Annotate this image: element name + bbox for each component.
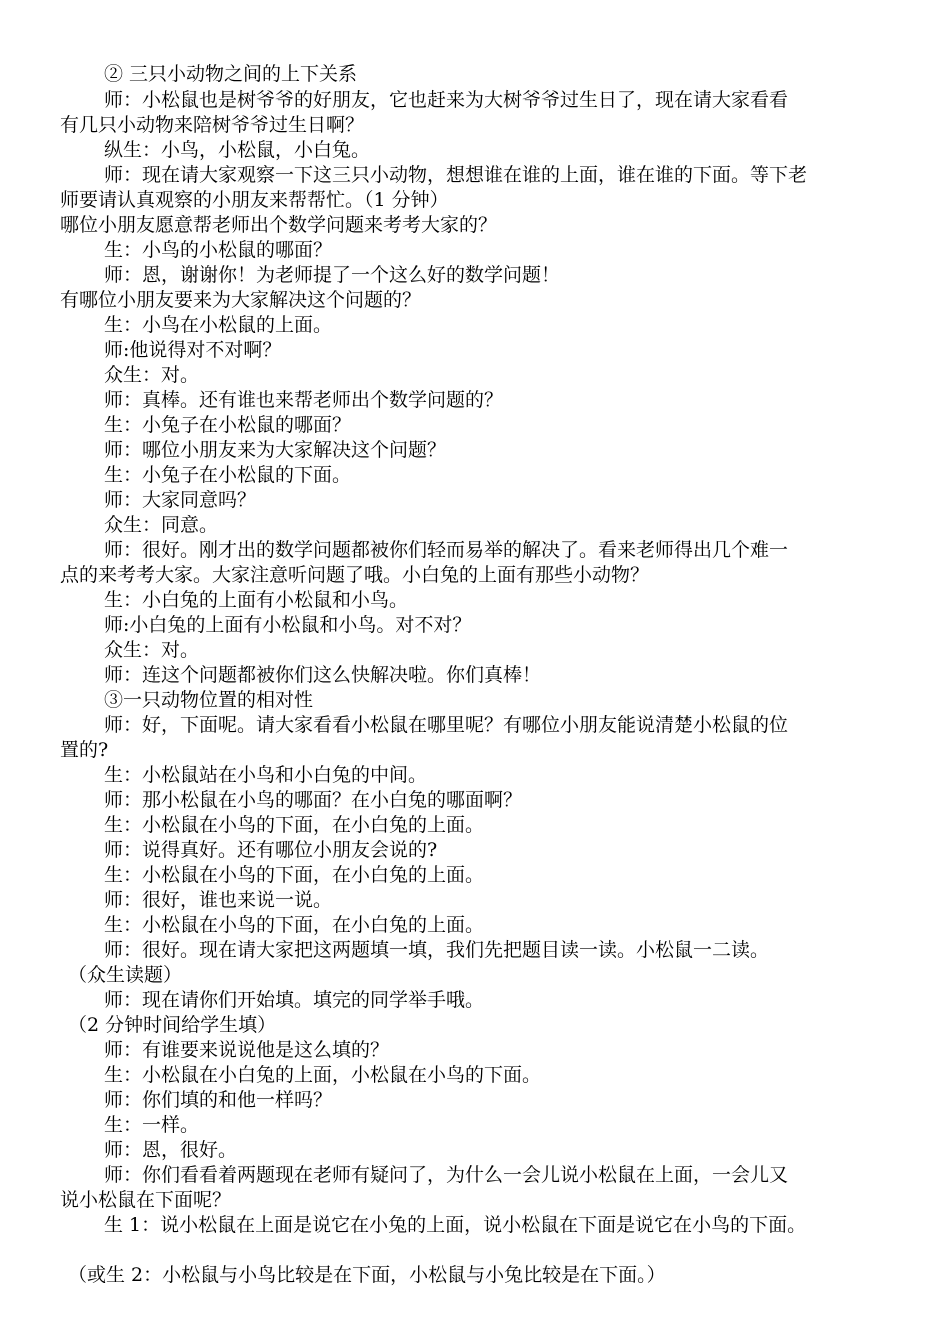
dialogue-line: 众生：对。 — [104, 364, 200, 386]
stage-note: （2 分钟时间给学生填） — [68, 1014, 277, 1036]
paragraph-line: 有哪位小朋友要来为大家解决这个问题的？ — [60, 289, 422, 311]
dialogue-line: 师：那小松鼠在小鸟的哪面？在小白兔的哪面啊？ — [104, 789, 523, 811]
dialogue-line: 师:他说得对不对啊？ — [104, 339, 282, 361]
stage-note: （众生读题） — [68, 964, 183, 986]
paragraph-line: 师：你们看看着两题现在老师有疑问了，为什么一会儿说小松鼠在上面，一会儿又 — [104, 1164, 789, 1186]
section-heading: ③一只动物位置的相对性 — [104, 689, 314, 711]
dialogue-line: 师：很好。现在请大家把这两题填一填，我们先把题目读一读。小松鼠一二读。 — [104, 939, 770, 961]
dialogue-line: 师:小白兔的上面有小松鼠和小鸟。对不对？ — [104, 614, 472, 636]
paragraph-line: 说小松鼠在下面呢？ — [60, 1189, 232, 1211]
dialogue-line: 生：小松鼠在小鸟的下面，在小白兔的上面。 — [104, 914, 485, 936]
dialogue-line: 师：哪位小朋友来为大家解决这个问题？ — [104, 439, 447, 461]
paragraph-line: 置的? — [60, 739, 109, 761]
dialogue-line: 师：真棒。还有谁也来帮老师出个数学问题的？ — [104, 389, 504, 411]
dialogue-line: 生：小松鼠在小白兔的上面，小松鼠在小鸟的下面。 — [104, 1064, 542, 1086]
dialogue-line: 纵生：小鸟，小松鼠，小白兔。 — [104, 139, 371, 161]
dialogue-line: 生：小兔子在小松鼠的下面。 — [104, 464, 352, 486]
paragraph-line: 师：很好。刚才出的数学问题都被你们轻而易举的解决了。看来老师得出几个难一 — [104, 539, 789, 561]
dialogue-line: 师：有谁要来说说他是这么填的？ — [104, 1039, 390, 1061]
paragraph-line: 哪位小朋友愿意帮老师出个数学问题来考考大家的？ — [60, 214, 498, 236]
paragraph-line: 师：小松鼠也是树爷爷的好朋友，它也赶来为大树爷爷过生日了，现在请大家看看 — [104, 89, 789, 111]
dialogue-line: 师：你们填的和他一样吗？ — [104, 1089, 333, 1111]
paragraph-line: 点的来考考大家。大家注意听问题了哦。小白兔的上面有那些小动物？ — [60, 564, 650, 586]
dialogue-line: 生 1：说小松鼠在上面是说它在小兔的上面，说小松鼠在下面是说它在小鸟的下面。 — [104, 1214, 807, 1236]
dialogue-line: 生：小白兔的上面有小松鼠和小鸟。 — [104, 589, 409, 611]
dialogue-line: 师：很好，谁也来说一说。 — [104, 889, 333, 911]
paragraph-line: 师要请认真观察的小朋友来帮帮忙。（1 分钟） — [60, 189, 449, 211]
dialogue-line: 师：现在请你们开始填。填完的同学举手哦。 — [104, 989, 485, 1011]
dialogue-line: 生：小松鼠在小鸟的下面，在小白兔的上面。 — [104, 864, 485, 886]
dialogue-line: 生：一样。 — [104, 1114, 200, 1136]
dialogue-line: 生：小鸟在小松鼠的上面。 — [104, 314, 333, 336]
paragraph-line: 有几只小动物来陪树爷爷过生日啊？ — [60, 114, 365, 136]
dialogue-line: 师：恩，很好。 — [104, 1139, 238, 1161]
dialogue-line: 生：小松鼠在小鸟的下面，在小白兔的上面。 — [104, 814, 485, 836]
dialogue-line: 众生：对。 — [104, 639, 200, 661]
paragraph-line: 师：好，下面呢。请大家看看小松鼠在哪里呢？有哪位小朋友能说清楚小松鼠的位 — [104, 714, 789, 736]
dialogue-line: 师：连这个问题都被你们这么快解决啦。你们真棒！ — [104, 664, 542, 686]
dialogue-line: 师：说得真好。还有哪位小朋友会说的? — [104, 839, 438, 861]
dialogue-line: 师：恩，谢谢你！为老师提了一个这么好的数学问题！ — [104, 264, 561, 286]
dialogue-line: 师：大家同意吗？ — [104, 489, 257, 511]
section-heading: ② 三只小动物之间的上下关系 — [104, 63, 358, 85]
dialogue-line: 生：小鸟的小松鼠的哪面？ — [104, 239, 333, 261]
dialogue-line: 生：小松鼠站在小鸟和小白兔的中间。 — [104, 764, 428, 786]
dialogue-line: 众生：同意。 — [104, 514, 219, 536]
stage-note: （或生 2：小松鼠与小鸟比较是在下面，小松鼠与小兔比较是在下面。） — [68, 1264, 666, 1286]
dialogue-line: 生：小兔子在小松鼠的哪面？ — [104, 414, 352, 436]
paragraph-line: 师：现在请大家观察一下这三只小动物，想想谁在谁的上面，谁在谁的下面。等下老 — [104, 164, 808, 186]
